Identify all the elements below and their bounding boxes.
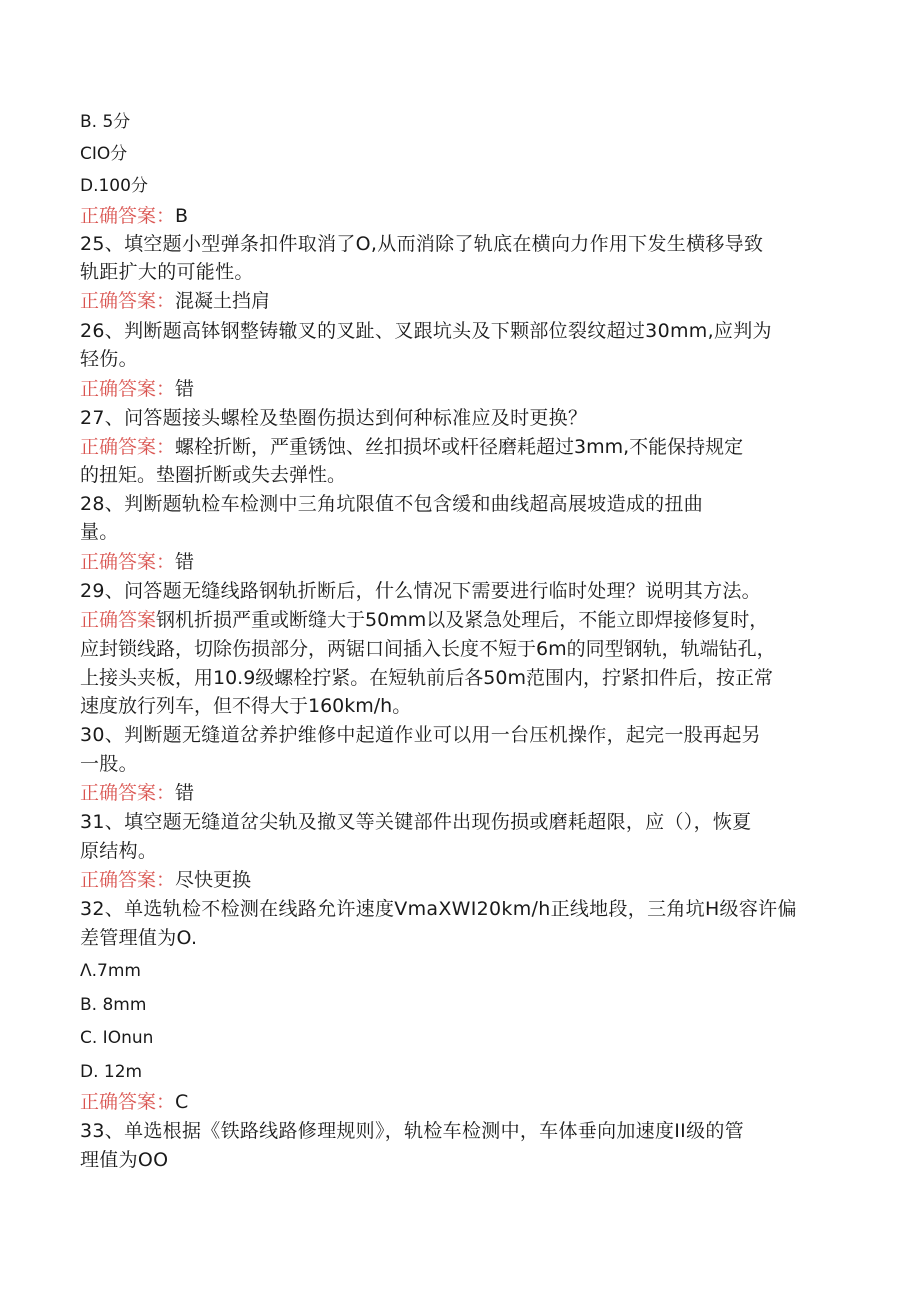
answer-value: 错 <box>175 551 195 573</box>
question-text: 轨距扩大的可能性。 <box>80 261 254 283</box>
answer-label: 正确答案： <box>80 378 176 400</box>
answer-value: 错 <box>175 378 195 400</box>
question-text: 30、判断题无缝道岔养护维修中起道作业可以用一台压机操作，起完一股再起另 <box>80 724 761 746</box>
answer-label: 正确答案： <box>80 782 176 804</box>
answer-text: 螺栓折断，严重锈蚀、丝扣损坏或杆径磨耗超过3mm,不能保持规定 <box>175 436 744 458</box>
answer-value: B <box>175 205 189 227</box>
answer-line <box>80 287 270 315</box>
answer-line <box>80 548 194 576</box>
question-text: 差管理值为O. <box>80 927 198 949</box>
option-a: Λ.7mm <box>80 961 141 981</box>
option-c: CIO分 <box>80 144 128 164</box>
question-text: 量。 <box>80 521 119 543</box>
answer-label: 正确答案： <box>80 869 176 891</box>
question-text: 原结构。 <box>80 840 158 862</box>
answer-value: 错 <box>175 782 195 804</box>
answer-line <box>80 202 188 230</box>
answer-text: 应封锁线路，切除伤损部分，两锯口间插入长度不短于6m的同型钢轨，轨端钻孔， <box>80 638 776 660</box>
question-text: 28、判断题轨检车检测中三角坑限值不包含缓和曲线超高展坡造成的扭曲 <box>80 493 704 515</box>
answer-label: 正确答案： <box>80 436 176 458</box>
question-text: 27、问答题接头螺栓及垫圈伤损达到何种标准应及时更换？ <box>80 407 588 429</box>
answer-text: 上接头夹板，用10.9级螺栓拧紧。在短轨前后各50m范围内，拧紧扣件后，按正常 <box>80 667 773 689</box>
answer-line <box>80 606 768 634</box>
answer-label: 正确答案 <box>80 609 157 631</box>
answer-label: 正确答案： <box>80 290 176 312</box>
answer-label: 正确答案： <box>80 551 176 573</box>
answer-text: 的扭矩。垫圈折断或失去弹性。 <box>80 464 347 486</box>
answer-value: C <box>175 1091 189 1113</box>
option-c: C. IOnun <box>80 1028 154 1048</box>
option-b: B. 8mm <box>80 995 147 1015</box>
option-d: D. 12m <box>80 1062 143 1082</box>
answer-value: 尽快更换 <box>175 869 252 891</box>
answer-line <box>80 866 251 894</box>
question-text: 25、填空题小型弹条扣件取消了O,从而消除了轨底在横向力作用下发生横移导致 <box>80 233 764 255</box>
question-text: 轻伤。 <box>80 348 138 370</box>
option-d: D.100分 <box>80 176 148 196</box>
answer-line <box>80 1088 188 1116</box>
answer-text: 钢机折损严重或断缝大于50mm以及紧急处理后，不能立即焊接修复时， <box>156 609 769 631</box>
question-text: 29、问答题无缝线路钢轨折断后，什么情况下需要进行临时处理？说明其方法。 <box>80 580 761 602</box>
answer-label: 正确答案： <box>80 1091 176 1113</box>
answer-text: 速度放行列车，但不得大于160km∕h。 <box>80 695 412 717</box>
question-text: 理值为OO <box>80 1149 169 1171</box>
question-text: 32、单选轨检不检测在线路允许速度VmaXWI20km∕h正线地段，三角坑H级容许偏 <box>80 898 797 920</box>
answer-value: 混凝土挡肩 <box>175 290 271 312</box>
question-text: 33、单选根据《铁路线路修理规则》，轨检车检测中，车体垂向加速度II级的管 <box>80 1120 744 1142</box>
answer-line <box>80 779 194 807</box>
answer-line <box>80 375 194 403</box>
option-b: B. 5分 <box>80 112 131 132</box>
answer-line <box>80 433 743 461</box>
question-text: 31、填空题无缝道岔尖轨及撤叉等关键部件出现伤损或磨耗超限，应（），恢夏 <box>80 811 752 833</box>
question-text: 一股。 <box>80 753 138 775</box>
question-text: 26、判断题高钵钢整铸辙叉的叉趾、叉跟坑头及下颗部位裂纹超过30mm,应判为 <box>80 320 772 342</box>
answer-label: 正确答案： <box>80 205 176 227</box>
